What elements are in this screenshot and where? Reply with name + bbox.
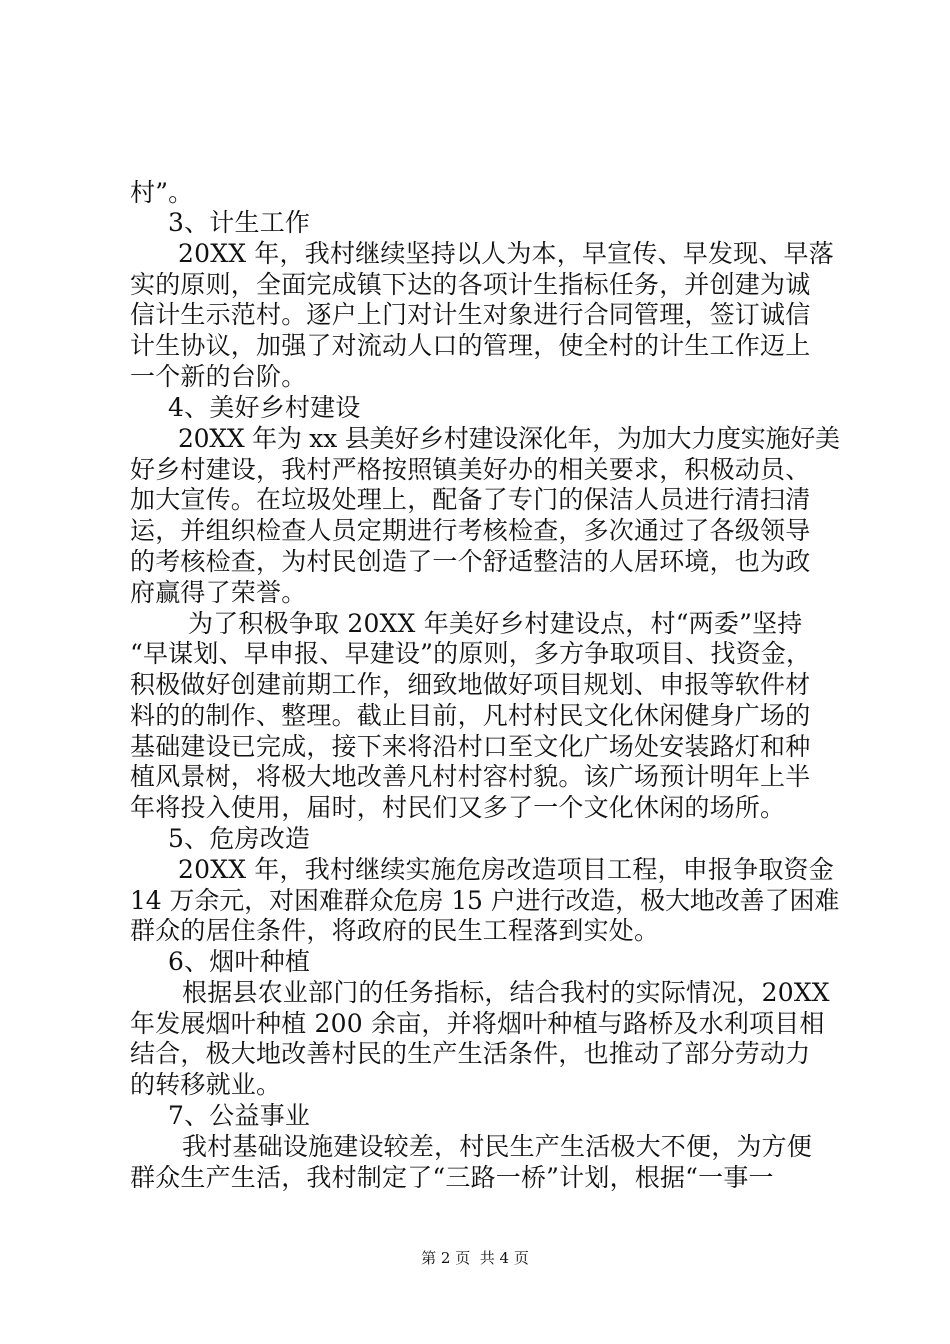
text-line: 20XX 年，我村继续坚持以人为本，早宣传、早发现、早落 bbox=[178, 239, 834, 268]
text-line: 运，并组织检查人员定期进行考核检查，多次通过了各级领导 bbox=[130, 516, 811, 545]
section-heading: 6、烟叶种植 bbox=[168, 947, 311, 976]
text-line: 加大宣传。在垃圾处理上，配备了专门的保洁人员进行清扫清 bbox=[130, 485, 811, 514]
text-line: 20XX 年，我村继续实施危房改造项目工程，申报争取资金 bbox=[178, 855, 834, 884]
text-line: 实的原则，全面完成镇下达的各项计生指标任务，并创建为诚 bbox=[130, 270, 811, 299]
text-line: 群众生产生活，我村制定了“三路一桥”计划，根据“一事一 bbox=[130, 1163, 774, 1192]
section-heading: 7、公益事业 bbox=[168, 1101, 311, 1130]
text-line: 料的的制作、整理。截止目前，凡村村民文化休闲健身广场的 bbox=[130, 701, 811, 730]
text-line: 府赢得了荣誉。 bbox=[130, 578, 307, 607]
page-number-footer: 第 2 页 共 4 页 bbox=[421, 1249, 529, 1267]
text-line: 的转移就业。 bbox=[130, 1070, 282, 1099]
section-heading: 5、危房改造 bbox=[168, 824, 311, 853]
text-line: 20XX 年为 xx 县美好乡村建设深化年，为加大力度实施好美 bbox=[178, 424, 840, 453]
text-line: 积极做好创建前期工作，细致地做好项目规划、申报等软件材 bbox=[130, 670, 811, 699]
text-line: 信计生示范村。逐户上门对计生对象进行合同管理，签订诚信 bbox=[130, 300, 811, 329]
text-line: 我村基础设施建设较差，村民生产生活极大不便，为方便 bbox=[182, 1132, 813, 1161]
text-line: 年发展烟叶种植 200 余亩，并将烟叶种植与路桥及水利项目相 bbox=[130, 1009, 825, 1038]
text-line: 的考核检查，为村民创造了一个舒适整洁的人居环境，也为政 bbox=[130, 547, 811, 576]
text-line: 为了积极争取 20XX 年美好乡村建设点，村“两委”坚持 bbox=[188, 609, 803, 638]
text-line: 好乡村建设，我村严格按照镇美好办的相关要求，积极动员、 bbox=[130, 455, 811, 484]
text-line: 基础建设已完成，接下来将沿村口至文化广场处安装路灯和种 bbox=[130, 732, 811, 761]
text-line: 14 万余元，对困难群众危房 15 户进行改造，极大地改善了困难 bbox=[130, 886, 840, 915]
text-line: 年将投入使用，届时，村民们又多了一个文化休闲的场所。 bbox=[130, 793, 786, 822]
text-line: 结合，极大地改善村民的生产生活条件，也推动了部分劳动力 bbox=[130, 1039, 811, 1068]
text-line: 群众的居住条件，将政府的民生工程落到实处。 bbox=[130, 916, 660, 945]
text-line: 根据县农业部门的任务指标，结合我村的实际情况，20XX bbox=[182, 978, 830, 1007]
section-heading: 4、美好乡村建设 bbox=[168, 393, 361, 422]
text-line: 一个新的台阶。 bbox=[130, 362, 307, 391]
text-line: 计生协议，加强了对流动人口的管理，使全村的计生工作迈上 bbox=[130, 331, 811, 360]
text-line: 村”。 bbox=[130, 178, 194, 207]
text-line: “早谋划、早申报、早建设”的原则，多方争取项目、找资金， bbox=[130, 639, 812, 668]
text-line: 植风景树，将极大地改善凡村村容村貌。该广场预计明年上半 bbox=[130, 762, 811, 791]
section-heading: 3、计生工作 bbox=[168, 208, 311, 237]
